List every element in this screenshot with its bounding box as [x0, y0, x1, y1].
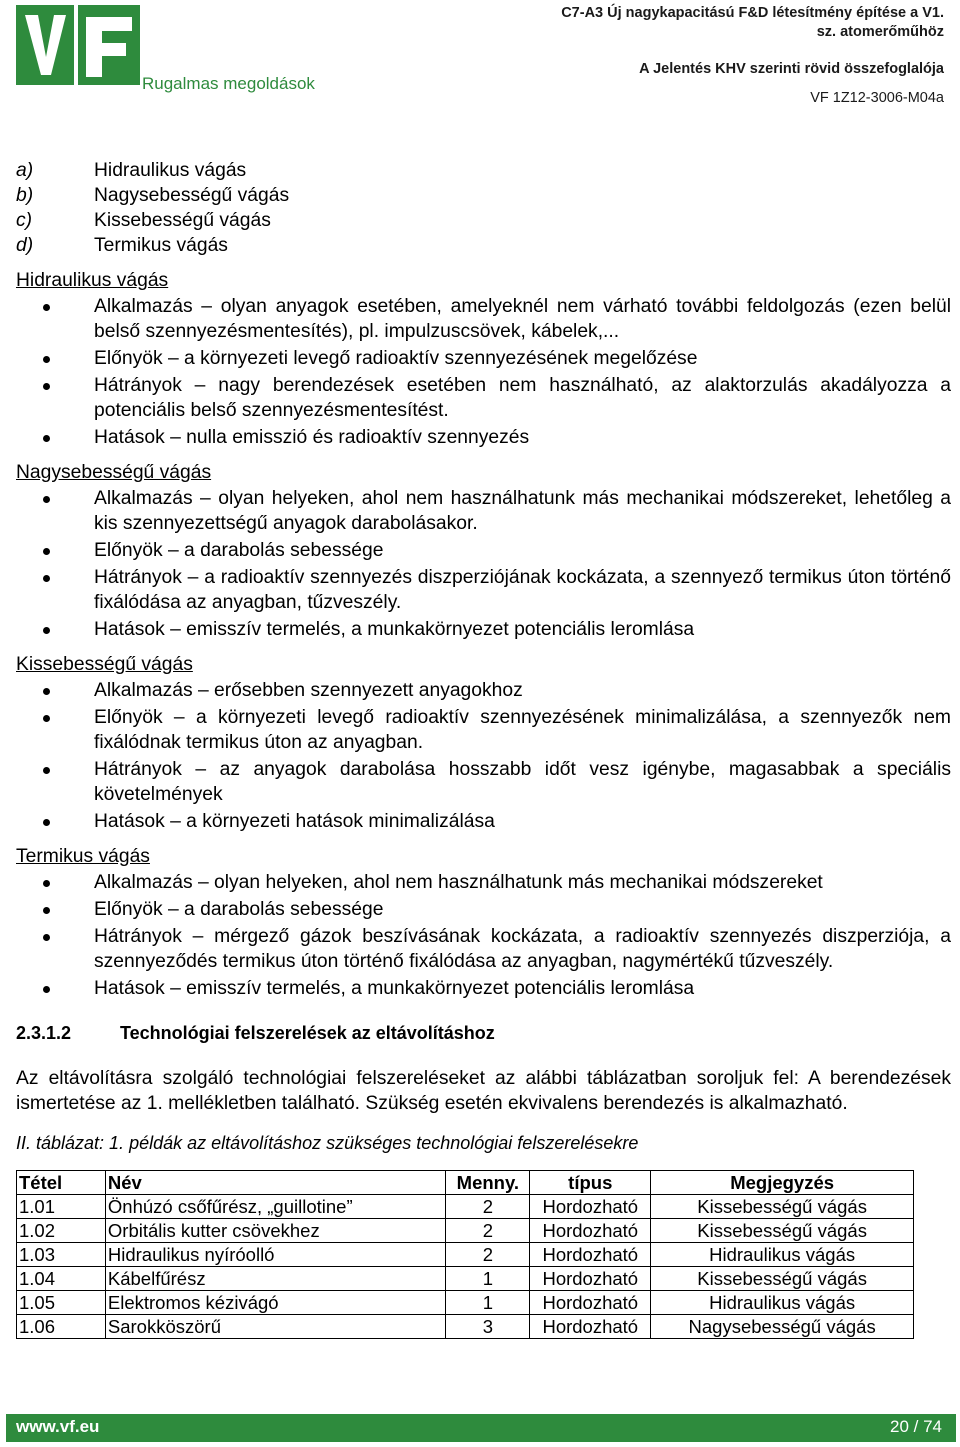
- cell-megjegyzes: Nagysebességű vágás: [651, 1315, 914, 1339]
- bullet-item: Hátrányok – mérgező gázok beszívásának kockázata, a radioaktív szennyezés diszperziója, a szennyeződés termikus úton történő fixálódása az anyagban, nagymértékű tűzveszély.: [16, 924, 951, 974]
- cell-tipus: Hordozható: [530, 1267, 651, 1291]
- subsection-heading: [16, 1021, 951, 1046]
- bullet-item: Hatások – emisszív termelés, a munkakörnyezet potenciális leromlása: [16, 617, 951, 642]
- cell-menny: 2: [446, 1195, 530, 1219]
- bullet-item: Alkalmazás – olyan helyeken, ahol nem használhatunk más mechanikai módszereket: [16, 870, 951, 895]
- bullet-item: Előnyök – a környezeti levegő radioaktív szennyezésének megelőzése: [16, 346, 951, 371]
- col-header-megjegyzes: Megjegyzés: [651, 1171, 914, 1195]
- cell-tetel: 1.01: [17, 1195, 106, 1219]
- bullet-item: Alkalmazás – erősebben szennyezett anyagokhoz: [16, 678, 951, 703]
- table-row: [17, 1195, 914, 1219]
- table-row: [17, 1267, 914, 1291]
- section-title-kissebessegu: Kissebességű vágás: [16, 654, 193, 675]
- cell-nev: Sarokköszörű: [105, 1315, 445, 1339]
- cell-tipus: Hordozható: [530, 1243, 651, 1267]
- body-paragraph: Az eltávolításra szolgáló technológiai felszereléseket az alábbi táblázatban soroljuk fel: A berendezések ismertetése az 1. mellékletben található. Szükség esetén ekvivalens berendezés is alkalmazható.: [16, 1068, 951, 1114]
- cell-tipus: Hordozható: [530, 1219, 651, 1243]
- cell-megjegyzes: Kissebességű vágás: [651, 1219, 914, 1243]
- cell-nev: Elektromos kézivágó: [105, 1291, 445, 1315]
- subsection-number: 2.3.1.2: [16, 1023, 72, 1043]
- cell-nev: Hidraulikus nyíróolló: [105, 1243, 445, 1267]
- table-row: [17, 1243, 914, 1267]
- cell-menny: 2: [446, 1243, 530, 1267]
- section-title-hidraulikus: Hidraulikus vágás: [16, 270, 169, 291]
- document-code: VF 1Z12-3006-M04a: [810, 90, 944, 106]
- cell-tipus: Hordozható: [530, 1195, 651, 1219]
- cell-nev: Orbitális kutter csövekhez: [105, 1219, 445, 1243]
- col-header-tipus: típus: [530, 1171, 651, 1195]
- bullet-item: Előnyök – a darabolás sebessége: [16, 538, 951, 563]
- col-header-tetel: Tétel: [17, 1171, 106, 1195]
- bullet-item: Hátrányok – nagy berendezések esetében nem használható, az alaktorzulás akadályozza a potenciális belső szennyezésmentesítést.: [16, 373, 951, 423]
- bullet-item: Alkalmazás – olyan helyeken, ahol nem használhatunk más mechanikai módszereket, lehetőleg a kis szennyezettségű anyagok darabolásakor.: [16, 486, 951, 536]
- equipment-table: [16, 1170, 914, 1339]
- page-number: 20 / 74: [890, 1417, 942, 1436]
- method-item: d) Termikus vágás: [16, 235, 228, 256]
- cell-megjegyzes: Hidraulikus vágás: [651, 1243, 914, 1267]
- bullet-item: Hátrányok – a radioaktív szennyezés diszperziójának kockázata, a szennyező termikus úton történő fixálódása az anyagban, tűzveszély.: [16, 565, 951, 615]
- bullet-list: [16, 294, 951, 450]
- bullet-item: Alkalmazás – olyan anyagok esetében, amelyeknél nem várható további feldolgozás (ezen belül belső szennyezésmentesítés), pl. impulzuscsövek, kábelek,...: [16, 294, 951, 344]
- cell-tetel: 1.03: [17, 1243, 106, 1267]
- cell-megjegyzes: Kissebességű vágás: [651, 1195, 914, 1219]
- table-row: [17, 1315, 914, 1339]
- bullet-item: Hatások – nulla emisszió és radioaktív szennyezés: [16, 425, 951, 450]
- cell-menny: 1: [446, 1291, 530, 1315]
- document-body: [16, 158, 951, 1339]
- table-caption: II. táblázat: 1. példák az eltávolításhoz szükséges technológiai felszerelésekre: [16, 1133, 639, 1153]
- cell-nev: Kábelfűrész: [105, 1267, 445, 1291]
- table-header-row: [17, 1171, 914, 1195]
- document-header: [561, 4, 944, 108]
- table-row: [17, 1291, 914, 1315]
- cell-menny: 1: [446, 1267, 530, 1291]
- cell-menny: 3: [446, 1315, 530, 1339]
- header-title-line1: C7-A3 Új nagykapacitású F&D létesítmény építése a V1.: [561, 5, 944, 21]
- footer-website-link[interactable]: www.vf.eu: [16, 1417, 100, 1436]
- bullet-item: Előnyök – a környezeti levegő radioaktív szennyezésének minimalizálása, a szennyezők nem fixálódnak termikus úton az anyagban.: [16, 705, 951, 755]
- bullet-list: [16, 486, 951, 642]
- subsection-title: Technológiai felszerelések az eltávolításhoz: [120, 1023, 495, 1043]
- cell-tetel: 1.06: [17, 1315, 106, 1339]
- cell-tetel: 1.02: [17, 1219, 106, 1243]
- method-item: b) Nagysebességű vágás: [16, 185, 290, 206]
- bullet-item: Hatások – a környezeti hatások minimalizálása: [16, 809, 951, 834]
- header-title-line2: sz. atomerőműhöz: [816, 24, 944, 40]
- page-footer: [6, 1414, 956, 1442]
- table-row: [17, 1219, 914, 1243]
- cell-megjegyzes: Kissebességű vágás: [651, 1267, 914, 1291]
- cell-menny: 2: [446, 1219, 530, 1243]
- cell-tetel: 1.05: [17, 1291, 106, 1315]
- cell-tetel: 1.04: [17, 1267, 106, 1291]
- method-item: c) Kissebességű vágás: [16, 210, 271, 231]
- bullet-item: Hatások – emisszív termelés, a munkakörnyezet potenciális leromlása: [16, 976, 951, 1001]
- bullet-list: [16, 678, 951, 834]
- cell-tipus: Hordozható: [530, 1291, 651, 1315]
- col-header-menny: Menny.: [446, 1171, 530, 1195]
- company-logo: [16, 5, 142, 91]
- cell-tipus: Hordozható: [530, 1315, 651, 1339]
- section-title-nagysebessegu: Nagysebességű vágás: [16, 462, 212, 483]
- method-list: [16, 158, 951, 258]
- col-header-nev: Név: [105, 1171, 445, 1195]
- bullet-list: [16, 870, 951, 1001]
- slogan: Rugalmas megoldások: [142, 74, 315, 93]
- method-item: a) Hidraulikus vágás: [16, 160, 247, 181]
- cell-megjegyzes: Hidraulikus vágás: [651, 1291, 914, 1315]
- section-title-termikus: Termikus vágás: [16, 846, 150, 867]
- bullet-item: Hátrányok – az anyagok darabolása hosszabb időt vesz igénybe, magasabbak a speciális követelmények: [16, 757, 951, 807]
- header-subtitle: A Jelentés KHV szerinti rövid összefoglalója: [639, 61, 944, 77]
- bullet-item: Előnyök – a darabolás sebessége: [16, 897, 951, 922]
- cell-nev: Önhúzó csőfűrész, „guillotine”: [105, 1195, 445, 1219]
